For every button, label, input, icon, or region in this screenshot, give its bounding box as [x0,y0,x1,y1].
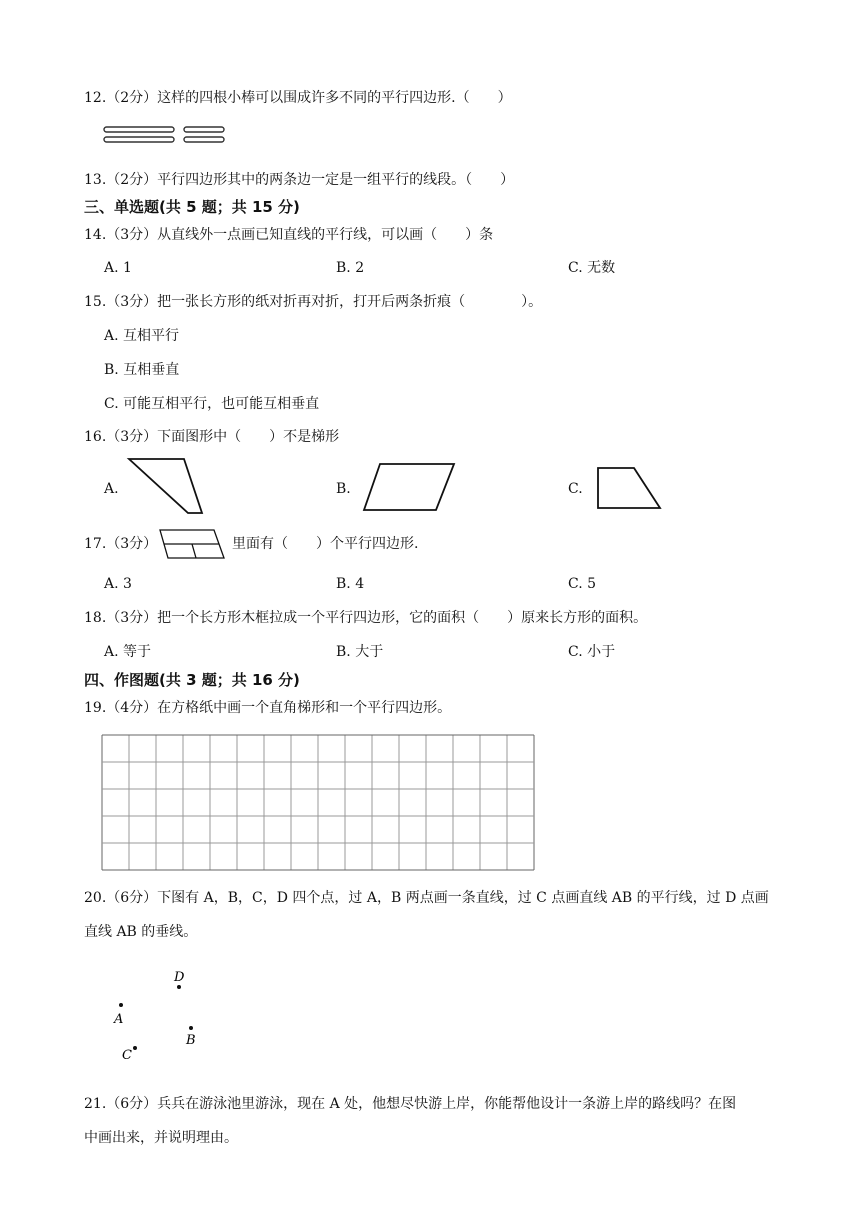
q18-option-c: C. 小于 [568,644,616,660]
points-figure[interactable] [100,962,220,1066]
q17-option-c: C. 5 [568,576,597,592]
q13-text: 13.（2分）平行四边形其中的两条边一定是一组平行的线段。（ ） [84,172,515,188]
q21-text-line2: 中画出来，并说明理由。 [84,1130,238,1146]
q16-shape-c [596,466,666,512]
sticks-figure [104,126,228,146]
point-c-dot [133,1046,137,1050]
q17-text-before: 17.（3分） [84,536,158,552]
q15-text: 15.（3分）把一张长方形的纸对折再对折，打开后两条折痕（ ）。 [84,294,543,310]
q17-option-a: A. 3 [104,576,132,592]
q15-option-b: B. 互相垂直 [104,362,180,378]
point-a-label: A [114,1012,124,1027]
q20-text-line2: 直线 AB 的垂线。 [84,924,198,940]
point-a-dot [119,1003,123,1007]
q20-text-line1: 20.（6分）下图有 A，B，C，D 四个点，过 A，B 两点画一条直线，过 C 点画直线 AB 的平行线，过 D 点画 [84,890,769,906]
point-c-label: C [122,1048,132,1063]
q15-option-a: A. 互相平行 [104,328,180,344]
q16-option-c: C. [568,481,583,497]
section-3-heading: 三、单选题(共 5 题；共 15 分) [84,198,300,216]
point-b-label: B [186,1033,196,1048]
q17-figure [158,528,228,562]
q19-text: 19.（4分）在方格纸中画一个直角梯形和一个平行四边形。 [84,700,452,716]
q14-option-a: A. 1 [104,260,132,276]
point-d-label: D [174,970,185,985]
q16-text: 16.（3分）下面图形中（ ）不是梯形 [84,429,340,445]
q16-option-b: B. [336,481,351,497]
section-4-heading: 四、作图题(共 3 题；共 16 分) [84,671,300,689]
point-b-dot [189,1026,193,1030]
q12-text: 12.（2分）这样的四根小棒可以围成许多不同的平行四边形.（ ） [84,90,512,106]
q16-shape-b [362,462,458,514]
q14-text: 14.（3分）从直线外一点画已知直线的平行线，可以画（ ）条 [84,227,494,243]
q21-text-line1: 21.（6分）兵兵在游泳池里游泳，现在 A 处，他想尽快游上岸，你能帮他设计一条游上岸的路线吗？在图 [84,1096,737,1112]
q14-option-c: C. 无数 [568,260,616,276]
q18-text: 18.（3分）把一个长方形木框拉成一个平行四边形，它的面积（ ）原来长方形的面积。 [84,610,648,626]
q16-shape-a [126,456,216,516]
square-grid[interactable] [101,734,535,871]
q17-option-b: B. 4 [336,576,365,592]
point-d-dot [177,985,181,989]
q18-option-b: B. 大于 [336,644,384,660]
q16-option-a: A. [104,481,119,497]
q18-option-a: A. 等于 [104,644,152,660]
q17-text-after: 里面有（ ）个平行四边形. [232,536,419,552]
q15-option-c: C. 可能互相平行，也可能互相垂直 [104,396,320,412]
q14-option-b: B. 2 [336,260,365,276]
